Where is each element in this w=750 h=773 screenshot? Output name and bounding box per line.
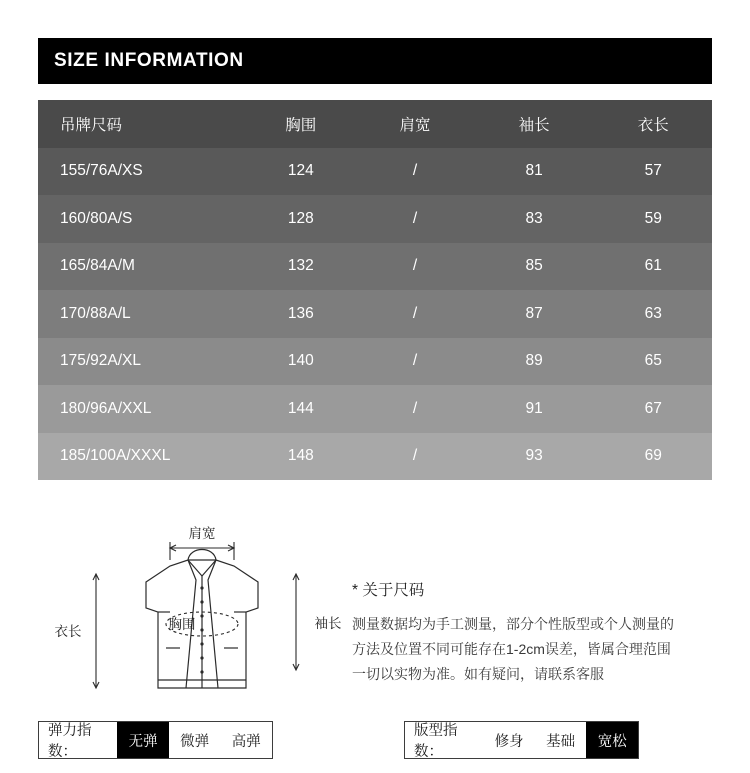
cell-shoulder: / bbox=[412, 209, 418, 227]
size-table bbox=[38, 100, 712, 480]
diagram-label-sleeve: 袖长 bbox=[314, 616, 342, 631]
elasticity-index-box bbox=[38, 721, 273, 759]
garment-diagram bbox=[38, 520, 368, 705]
cell-chest: 132 bbox=[287, 257, 314, 275]
cell-length: 63 bbox=[644, 304, 662, 322]
column-header-length: 衣长 bbox=[637, 116, 669, 134]
cell-length: 67 bbox=[644, 399, 662, 417]
fit-index-box bbox=[404, 721, 639, 759]
size-notes bbox=[352, 578, 702, 687]
column-header-sleeve: 袖长 bbox=[518, 116, 550, 134]
table-row bbox=[38, 433, 712, 481]
table-row bbox=[38, 338, 712, 386]
cell-sleeve: 91 bbox=[525, 399, 543, 417]
cell-shoulder: / bbox=[412, 257, 418, 275]
cell-size: 155/76A/XS bbox=[60, 162, 143, 180]
size-notes-title: * 关于尺码 bbox=[352, 582, 425, 599]
cell-size: 170/88A/L bbox=[60, 304, 131, 322]
cell-sleeve: 89 bbox=[525, 352, 543, 370]
table-header-row bbox=[38, 100, 712, 148]
cell-size: 180/96A/XXL bbox=[60, 399, 152, 417]
cell-length: 65 bbox=[644, 352, 662, 370]
elasticity-index-label: 弹力指数： bbox=[48, 723, 92, 760]
cell-length: 57 bbox=[644, 162, 662, 180]
cell-sleeve: 93 bbox=[525, 447, 543, 465]
cell-chest: 124 bbox=[287, 162, 314, 180]
diagram-label-length: 衣长 bbox=[54, 624, 82, 639]
table-row bbox=[38, 290, 712, 338]
cell-sleeve: 83 bbox=[525, 209, 543, 227]
fit-index-label: 版型指数： bbox=[414, 723, 458, 760]
column-header-chest: 胸围 bbox=[285, 116, 317, 134]
cell-chest: 144 bbox=[287, 399, 314, 417]
cell-size: 160/80A/S bbox=[60, 209, 133, 227]
table-row bbox=[38, 243, 712, 291]
cell-chest: 128 bbox=[287, 209, 314, 227]
elasticity-option-high[interactable]: 高弹 bbox=[231, 733, 261, 750]
page-title-bar bbox=[38, 38, 712, 84]
table-row bbox=[38, 385, 712, 433]
cell-chest: 140 bbox=[287, 352, 314, 370]
cell-sleeve: 85 bbox=[525, 257, 543, 275]
cell-chest: 148 bbox=[287, 447, 314, 465]
cell-length: 69 bbox=[644, 447, 662, 465]
table-row bbox=[38, 195, 712, 243]
page-title: SIZE INFORMATION bbox=[54, 50, 244, 71]
cell-sleeve: 81 bbox=[525, 162, 543, 180]
elasticity-option-slight[interactable]: 微弹 bbox=[180, 733, 210, 750]
cell-size: 185/100A/XXXL bbox=[60, 447, 171, 465]
size-notes-body: 测量数据均为手工测量，部分个性版型或个人测量的方法及位置不同可能存在1-2cm误差，皆属合理范围一切以实物为准。如有疑问，请联系客服 bbox=[352, 616, 674, 682]
fit-option-slim[interactable]: 修身 bbox=[494, 733, 524, 750]
column-header-size: 吊牌尺码 bbox=[60, 116, 123, 134]
cell-size: 175/92A/XL bbox=[60, 352, 142, 370]
cell-length: 59 bbox=[644, 209, 662, 227]
cell-size: 165/84A/M bbox=[60, 257, 135, 275]
cell-shoulder: / bbox=[412, 352, 418, 370]
diagram-label-chest: 胸围 bbox=[168, 617, 196, 632]
cell-sleeve: 87 bbox=[525, 304, 543, 322]
fit-option-loose[interactable]: 宽松 bbox=[586, 722, 638, 758]
table-body bbox=[38, 148, 712, 481]
cell-shoulder: / bbox=[412, 447, 418, 465]
diagram-label-shoulder: 肩宽 bbox=[188, 526, 216, 541]
cell-shoulder: / bbox=[412, 162, 418, 180]
cell-shoulder: / bbox=[412, 304, 418, 322]
fit-option-regular[interactable]: 基础 bbox=[546, 733, 576, 750]
cell-shoulder: / bbox=[412, 399, 418, 417]
cell-chest: 136 bbox=[287, 304, 314, 322]
cell-length: 61 bbox=[644, 257, 662, 275]
table-row bbox=[38, 148, 712, 196]
column-header-shoulder: 肩宽 bbox=[399, 116, 431, 134]
elasticity-option-none[interactable]: 无弹 bbox=[117, 722, 169, 758]
